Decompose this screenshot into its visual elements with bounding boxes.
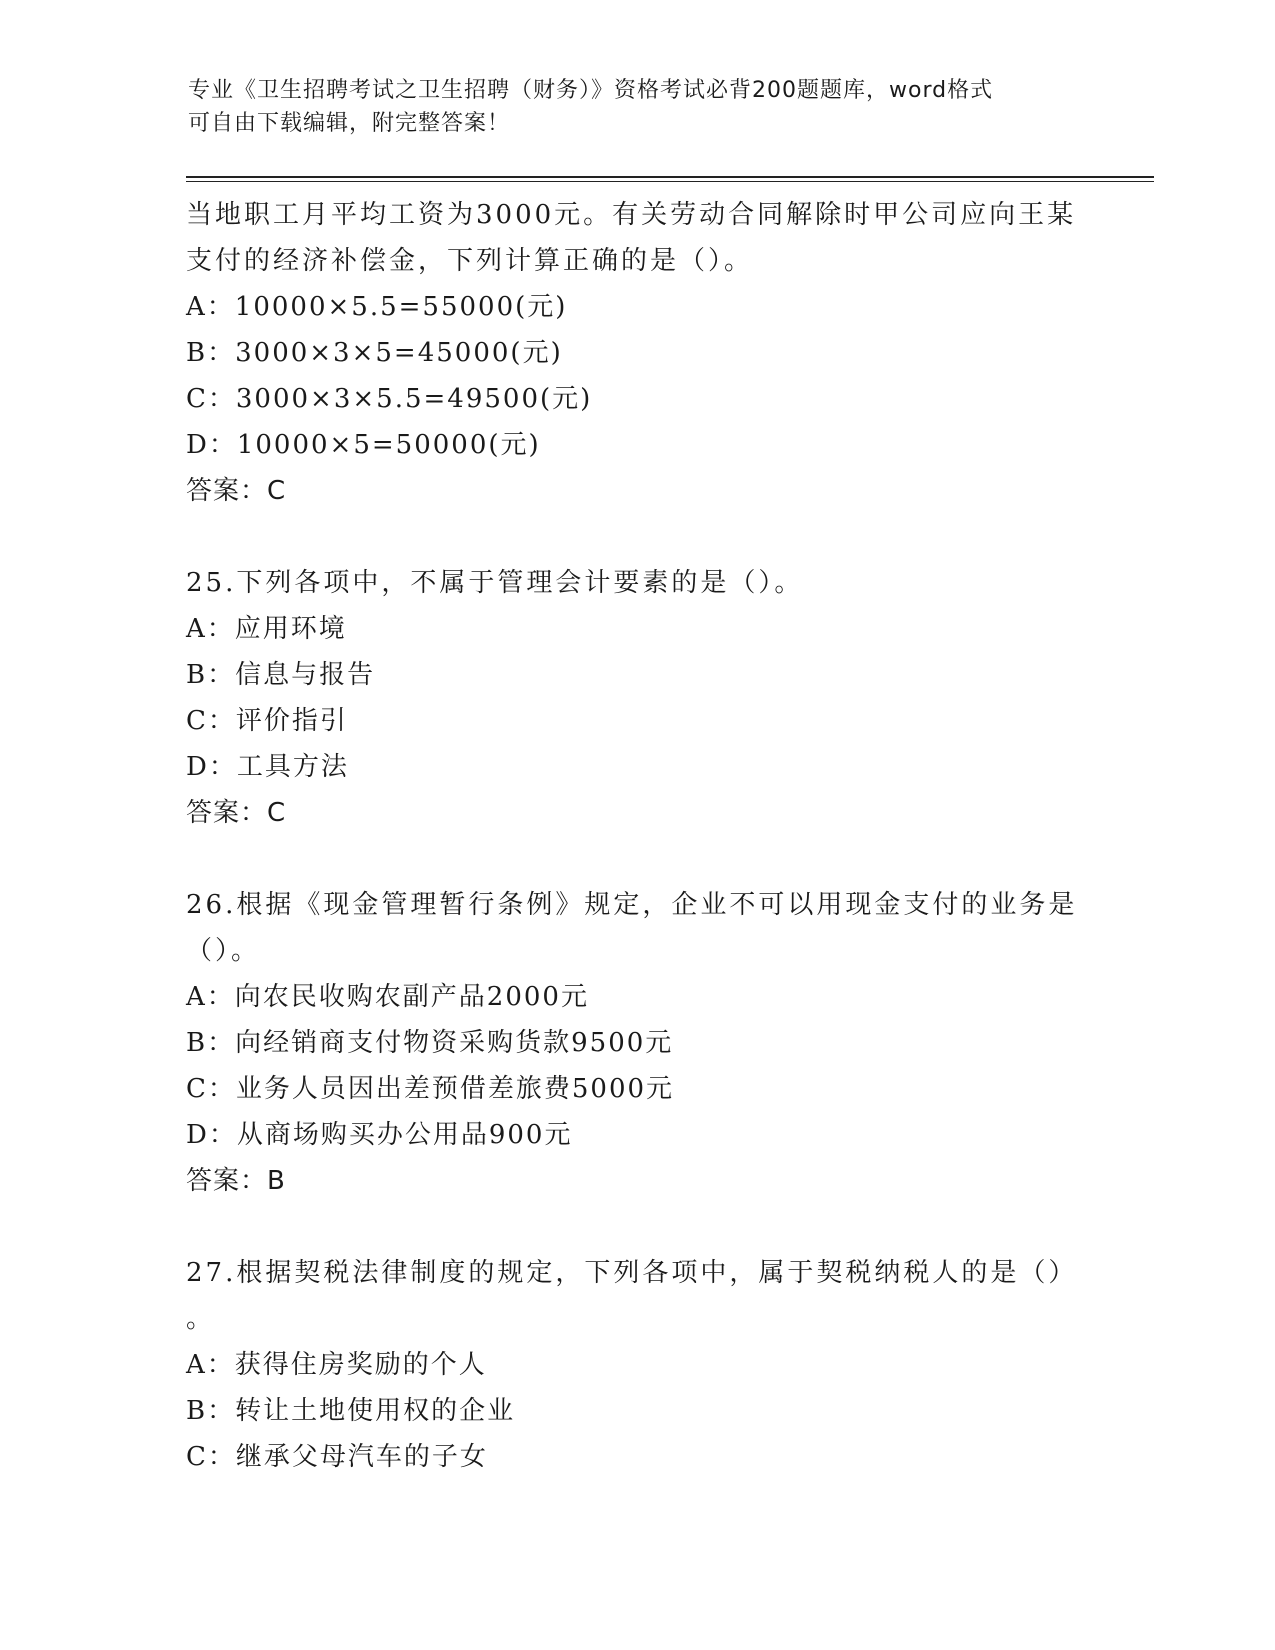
option-a: A：10000×5.5=55000(元): [186, 292, 568, 322]
question-24: [186, 192, 1086, 514]
header-divider-thick: [186, 176, 1154, 178]
question-text: 27.根据契税法律制度的规定，下列各项中，属于契税纳税人的是（）: [186, 1258, 1078, 1288]
option-d: D：工具方法: [186, 752, 349, 782]
answer-label: 答案：B: [186, 1166, 286, 1196]
option-a: A：获得住房奖励的个人: [186, 1350, 487, 1380]
header-line-2: 可自由下载编辑，附完整答案！: [188, 111, 511, 136]
option-b: B：信息与报告: [186, 660, 376, 690]
question-text: 。: [186, 1304, 213, 1334]
option-c: C：评价指引: [186, 706, 348, 736]
question-text: （）。: [186, 936, 261, 966]
option-c: C：3000×3×5.5=49500(元): [186, 384, 593, 414]
option-c: C：业务人员因出差预借差旅费5000元: [186, 1074, 675, 1104]
option-a: A：向农民收购农副产品2000元: [186, 982, 589, 1012]
option-a: A：应用环境: [186, 614, 347, 644]
option-c: C：继承父母汽车的子女: [186, 1442, 488, 1472]
answer-label: 答案：C: [186, 798, 287, 828]
question-list: [186, 192, 1086, 1480]
option-b: B：3000×3×5=45000(元): [186, 338, 563, 368]
question-text: 25.下列各项中，不属于管理会计要素的是（）。: [186, 568, 804, 598]
spacer: [186, 836, 1086, 882]
question-25: [186, 560, 1086, 836]
header-line-1: 专业《卫生招聘考试之卫生招聘（财务）》资格考试必背200题题库，word格式: [188, 78, 994, 103]
question-text: 26.根据《现金管理暂行条例》规定，企业不可以用现金支付的业务是: [186, 890, 1078, 920]
header-divider-thin: [186, 181, 1154, 182]
spacer: [186, 1204, 1086, 1250]
option-d: D：从商场购买办公用品900元: [186, 1120, 573, 1150]
question-27: [186, 1250, 1086, 1480]
spacer: [186, 514, 1086, 560]
question-text: 当地职工月平均工资为3000元。有关劳动合同解除时甲公司应向王某: [186, 200, 1077, 230]
answer-label: 答案：C: [186, 476, 287, 506]
document-header: [188, 74, 1088, 140]
question-text: 支付的经济补偿金，下列计算正确的是（）。: [186, 246, 754, 276]
option-b: B：向经销商支付物资采购货款9500元: [186, 1028, 674, 1058]
option-d: D：10000×5=50000(元): [186, 430, 541, 460]
question-26: [186, 882, 1086, 1204]
option-b: B：转让土地使用权的企业: [186, 1396, 516, 1426]
